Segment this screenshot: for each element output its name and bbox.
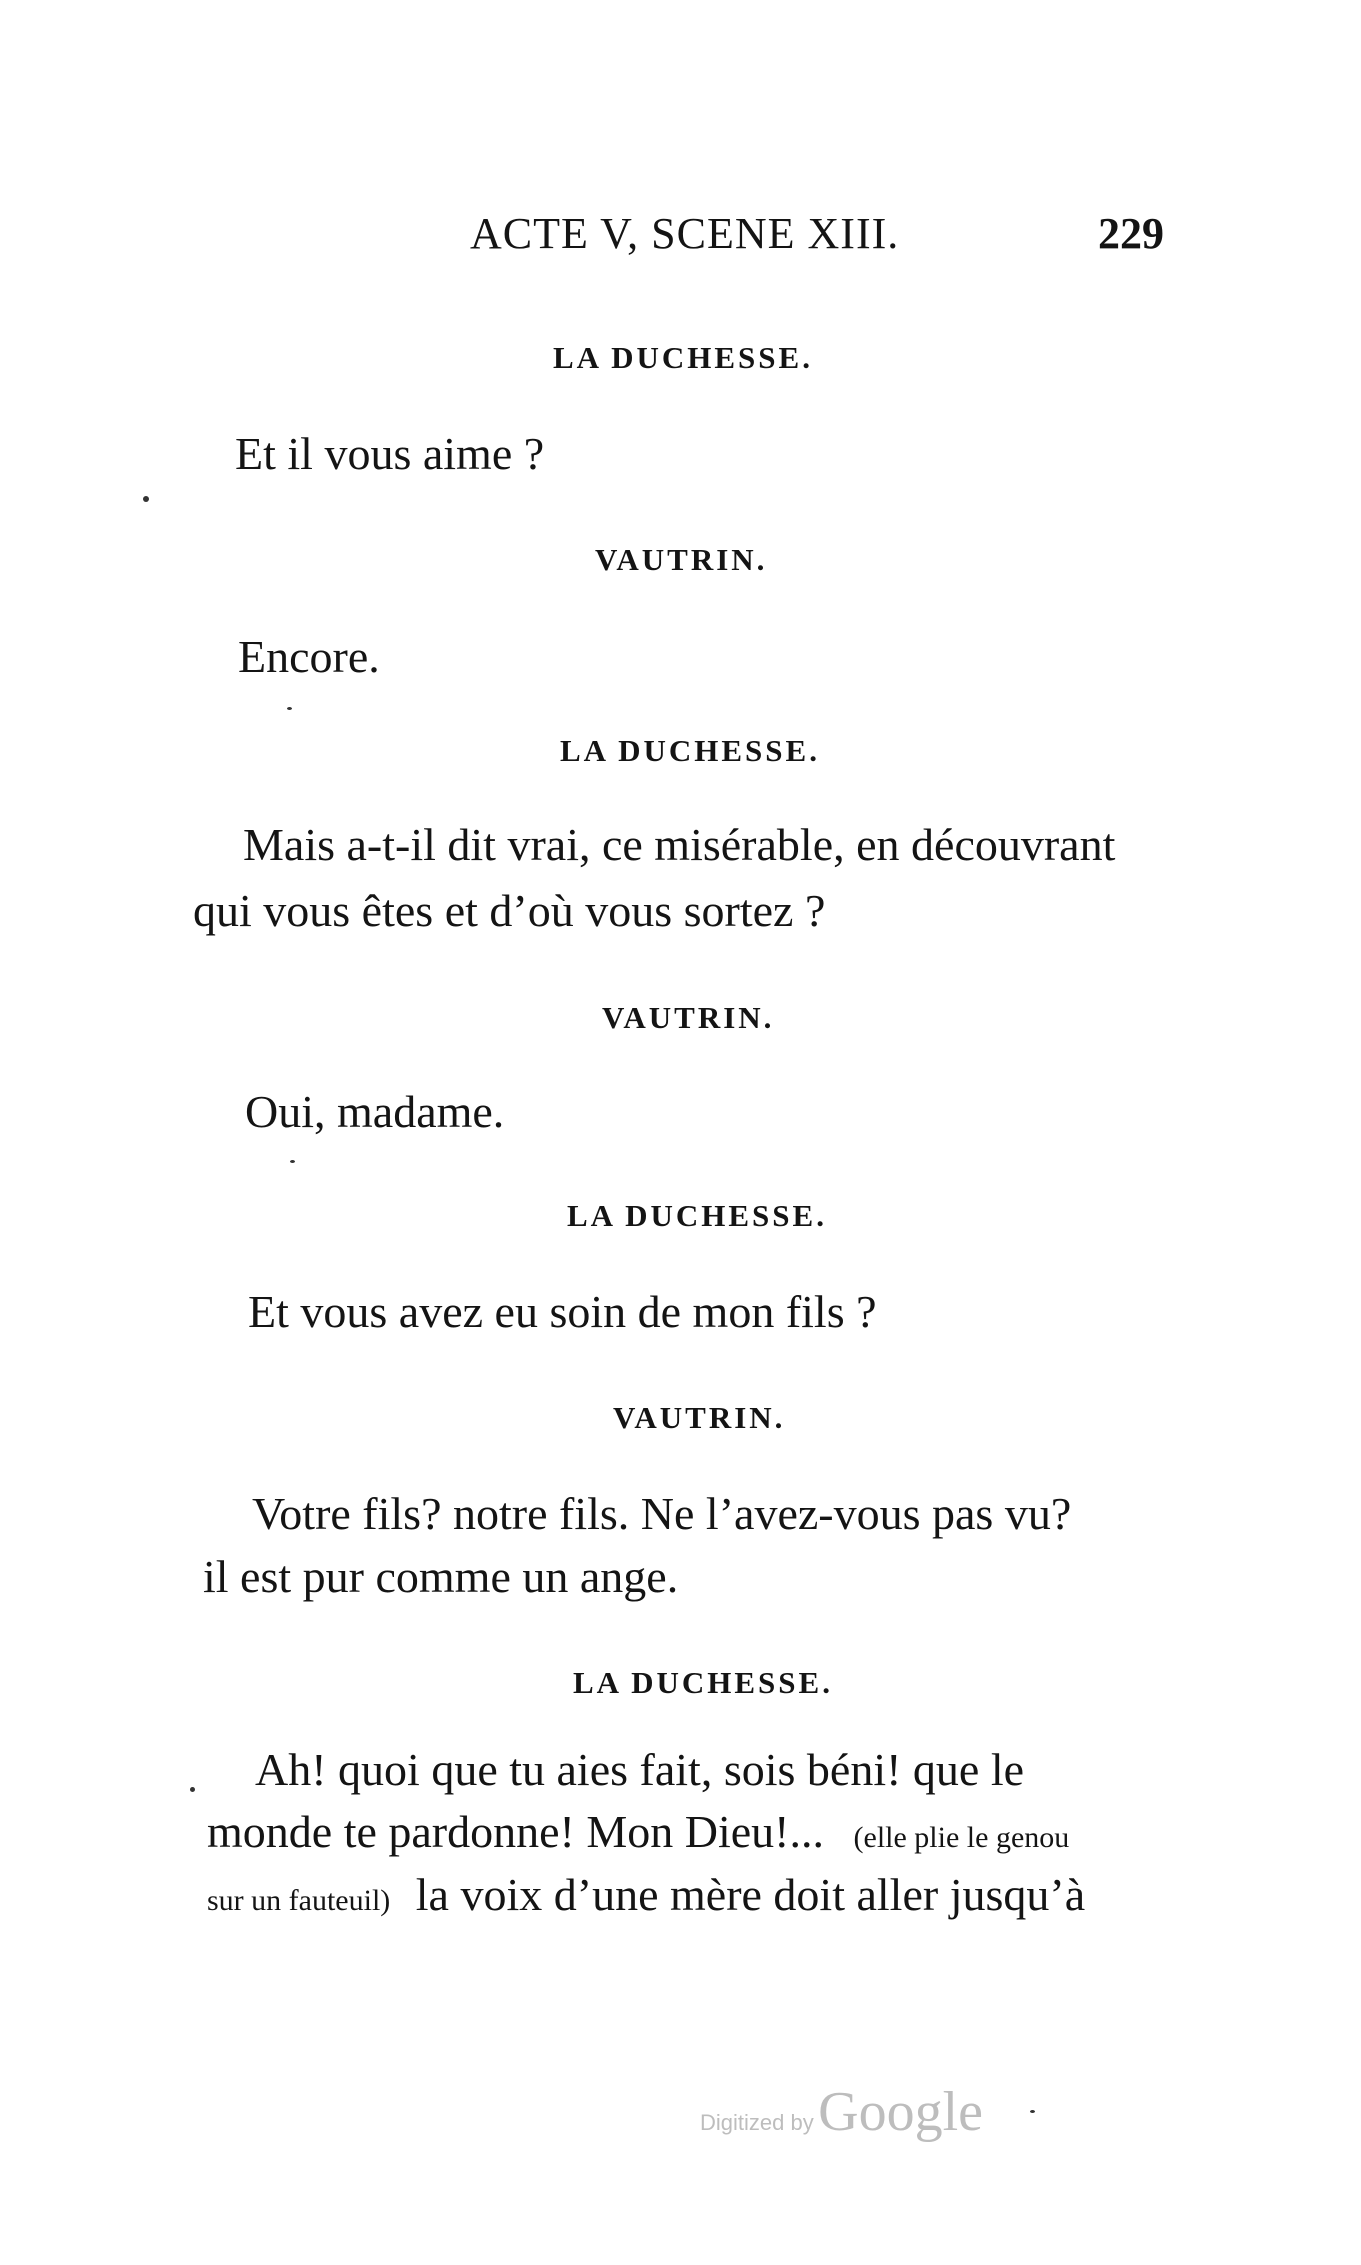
dialogue-line: Oui, madame. [245,1086,505,1137]
dialogue-line: Et il vous aime ? [235,428,545,479]
speaker-name: VAUTRIN. [595,542,768,577]
scan-speck [143,496,149,502]
digitized-watermark [700,2080,983,2144]
dialogue-line [207,1868,1085,1921]
dialogue-line [207,1805,1069,1858]
dialogue-line: Et vous avez eu soin de mon fils ? [248,1286,877,1337]
stage-direction: (elle plie le genou [853,1821,1070,1854]
speaker-name: LA DUCHESSE. [573,1665,833,1700]
watermark-prefix: Digitized by [700,2110,814,2135]
stage-direction: sur un fauteuil) [207,1884,391,1917]
running-title: ACTE V, SCENE XIII. [470,209,900,258]
speaker-name: VAUTRIN. [613,1400,786,1435]
speaker-name: LA DUCHESSE. [560,733,820,768]
dialogue-line: Encore. [238,631,380,682]
dialogue-text: la voix d’une mère doit aller jusqu’à [415,1869,1086,1920]
dialogue-line: qui vous êtes et d’où vous sortez ? [193,885,826,936]
google-logo: Google [818,2081,984,2143]
page-number: 229 [1098,209,1164,258]
scan-speck [290,1160,295,1163]
dialogue-line: il est pur comme un ange. [203,1551,679,1602]
dialogue-line: Ah! quoi que tu aies fait, sois béni! que le [255,1744,1025,1795]
speaker-name: LA DUCHESSE. [553,340,813,375]
speaker-name: LA DUCHESSE. [567,1198,827,1233]
dialogue-line: Votre fils? notre fils. Ne l’avez-vous pas vu? [252,1488,1072,1539]
dialogue-line: Mais a-t-il dit vrai, ce misérable, en découvrant [243,819,1116,870]
speaker-name: VAUTRIN. [602,1000,775,1035]
scan-speck [190,1787,195,1792]
scan-speck [287,707,292,710]
scan-speck [1030,2110,1035,2113]
dialogue-text: monde te pardonne! Mon Dieu!... [207,1806,825,1857]
